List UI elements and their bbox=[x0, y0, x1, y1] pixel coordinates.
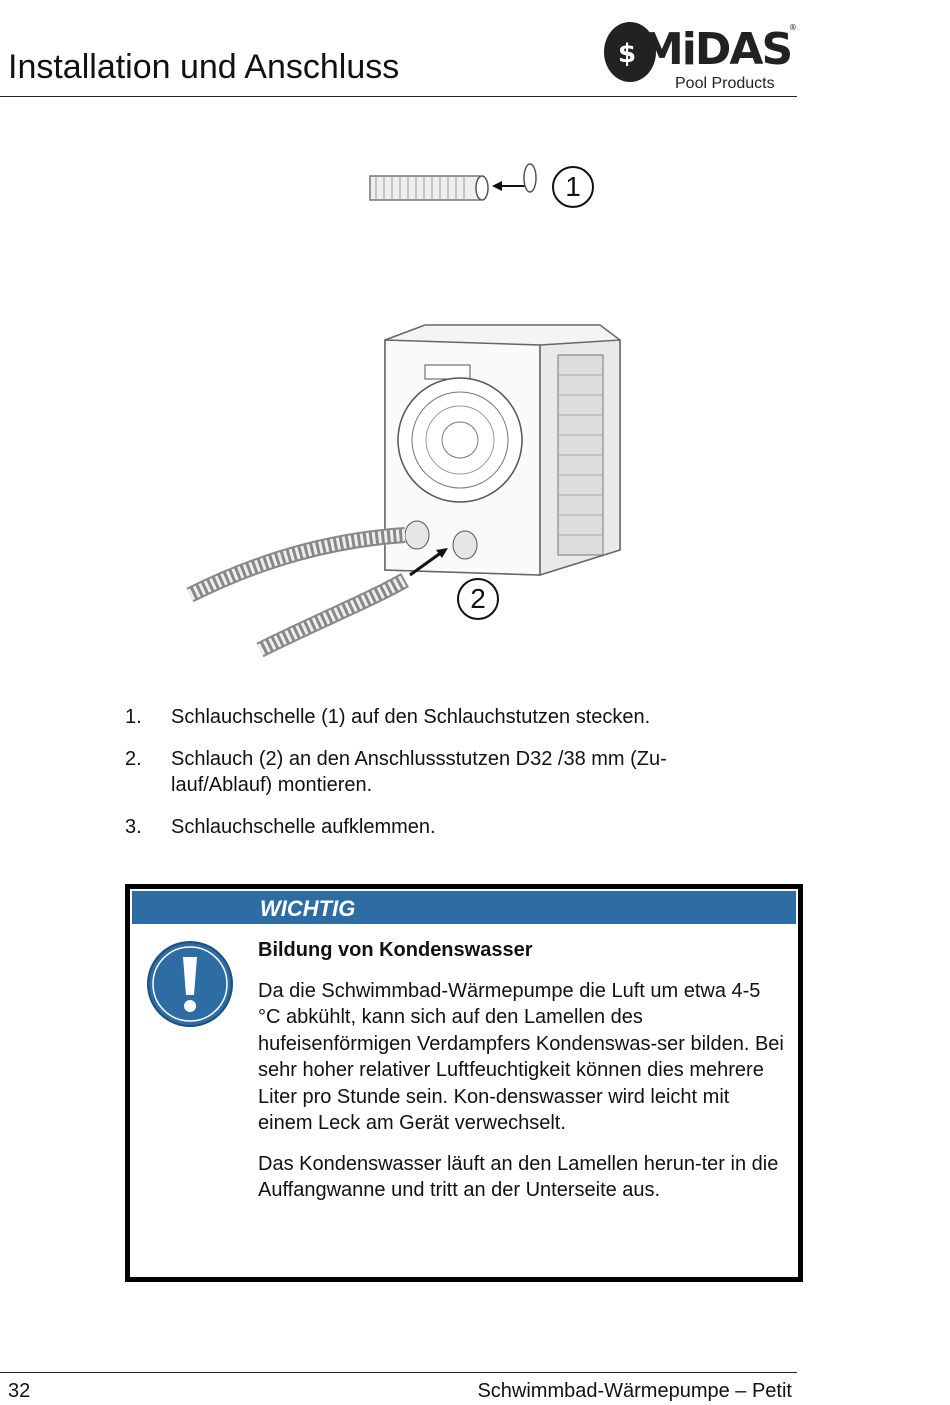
list-item bbox=[125, 704, 765, 730]
header-divider bbox=[0, 96, 797, 97]
svg-text:Pool Products: Pool Products bbox=[675, 75, 775, 92]
notice-paragraph-2: Das Kondenswasser läuft an den Lamellen herun-ter in die Auffangwanne und tritt an der Unterseite aus. bbox=[258, 1152, 779, 1201]
svg-text:®: ® bbox=[789, 23, 797, 32]
list-item bbox=[125, 814, 765, 840]
footer-divider bbox=[0, 1372, 797, 1373]
step-number: 1. bbox=[125, 706, 142, 728]
page-title: Installation und Anschluss bbox=[8, 48, 400, 86]
notice-heading: Bildung von Kondenswasser bbox=[258, 939, 533, 961]
notice-header-bar bbox=[132, 891, 796, 924]
page-number: 32 bbox=[8, 1380, 31, 1402]
step-text: Schlauchschelle (1) auf den Schlauchstutzen stecken. bbox=[171, 706, 651, 728]
step-text: Schlauchschelle aufklemmen. bbox=[171, 816, 436, 838]
notice-body bbox=[258, 937, 788, 1218]
list-item bbox=[125, 746, 765, 798]
step-number: 3. bbox=[125, 816, 142, 838]
footer-doc-title: Schwimmbad-Wärmepumpe – Petit bbox=[477, 1380, 792, 1402]
instruction-steps bbox=[125, 704, 765, 856]
step-text: Schlauch (2) an den Anschlussstutzen D32 /38 mm (Zu-lauf/Ablauf) montieren. bbox=[171, 748, 667, 796]
midas-logo bbox=[600, 12, 795, 92]
installation-figure bbox=[180, 140, 625, 665]
heat-pump-illustration bbox=[180, 140, 625, 665]
callout-2: 2 bbox=[457, 578, 499, 620]
important-notice bbox=[125, 884, 803, 1282]
notice-label: WICHTIG bbox=[260, 896, 356, 921]
exclamation-icon bbox=[145, 939, 235, 1029]
callout-1: 1 bbox=[552, 166, 594, 208]
svg-text:MiDAS: MiDAS bbox=[640, 24, 792, 75]
notice-paragraph-1: Da die Schwimmbad-Wärmepumpe die Luft um etwa 4-5 °C abkühlt, kann sich auf den Lamellen des hufeisenförmigen Verdampfers Kondenswas-ser bilden. Bei sehr hoher relativer Luftfeuchtigkeit können dies mehrere Liter pro Stunde sein. Kon-denswasser wird leicht mit einem Leck am Gerät verwechselt. bbox=[258, 979, 784, 1134]
svg-text:$: $ bbox=[618, 39, 637, 69]
step-number: 2. bbox=[125, 748, 142, 770]
